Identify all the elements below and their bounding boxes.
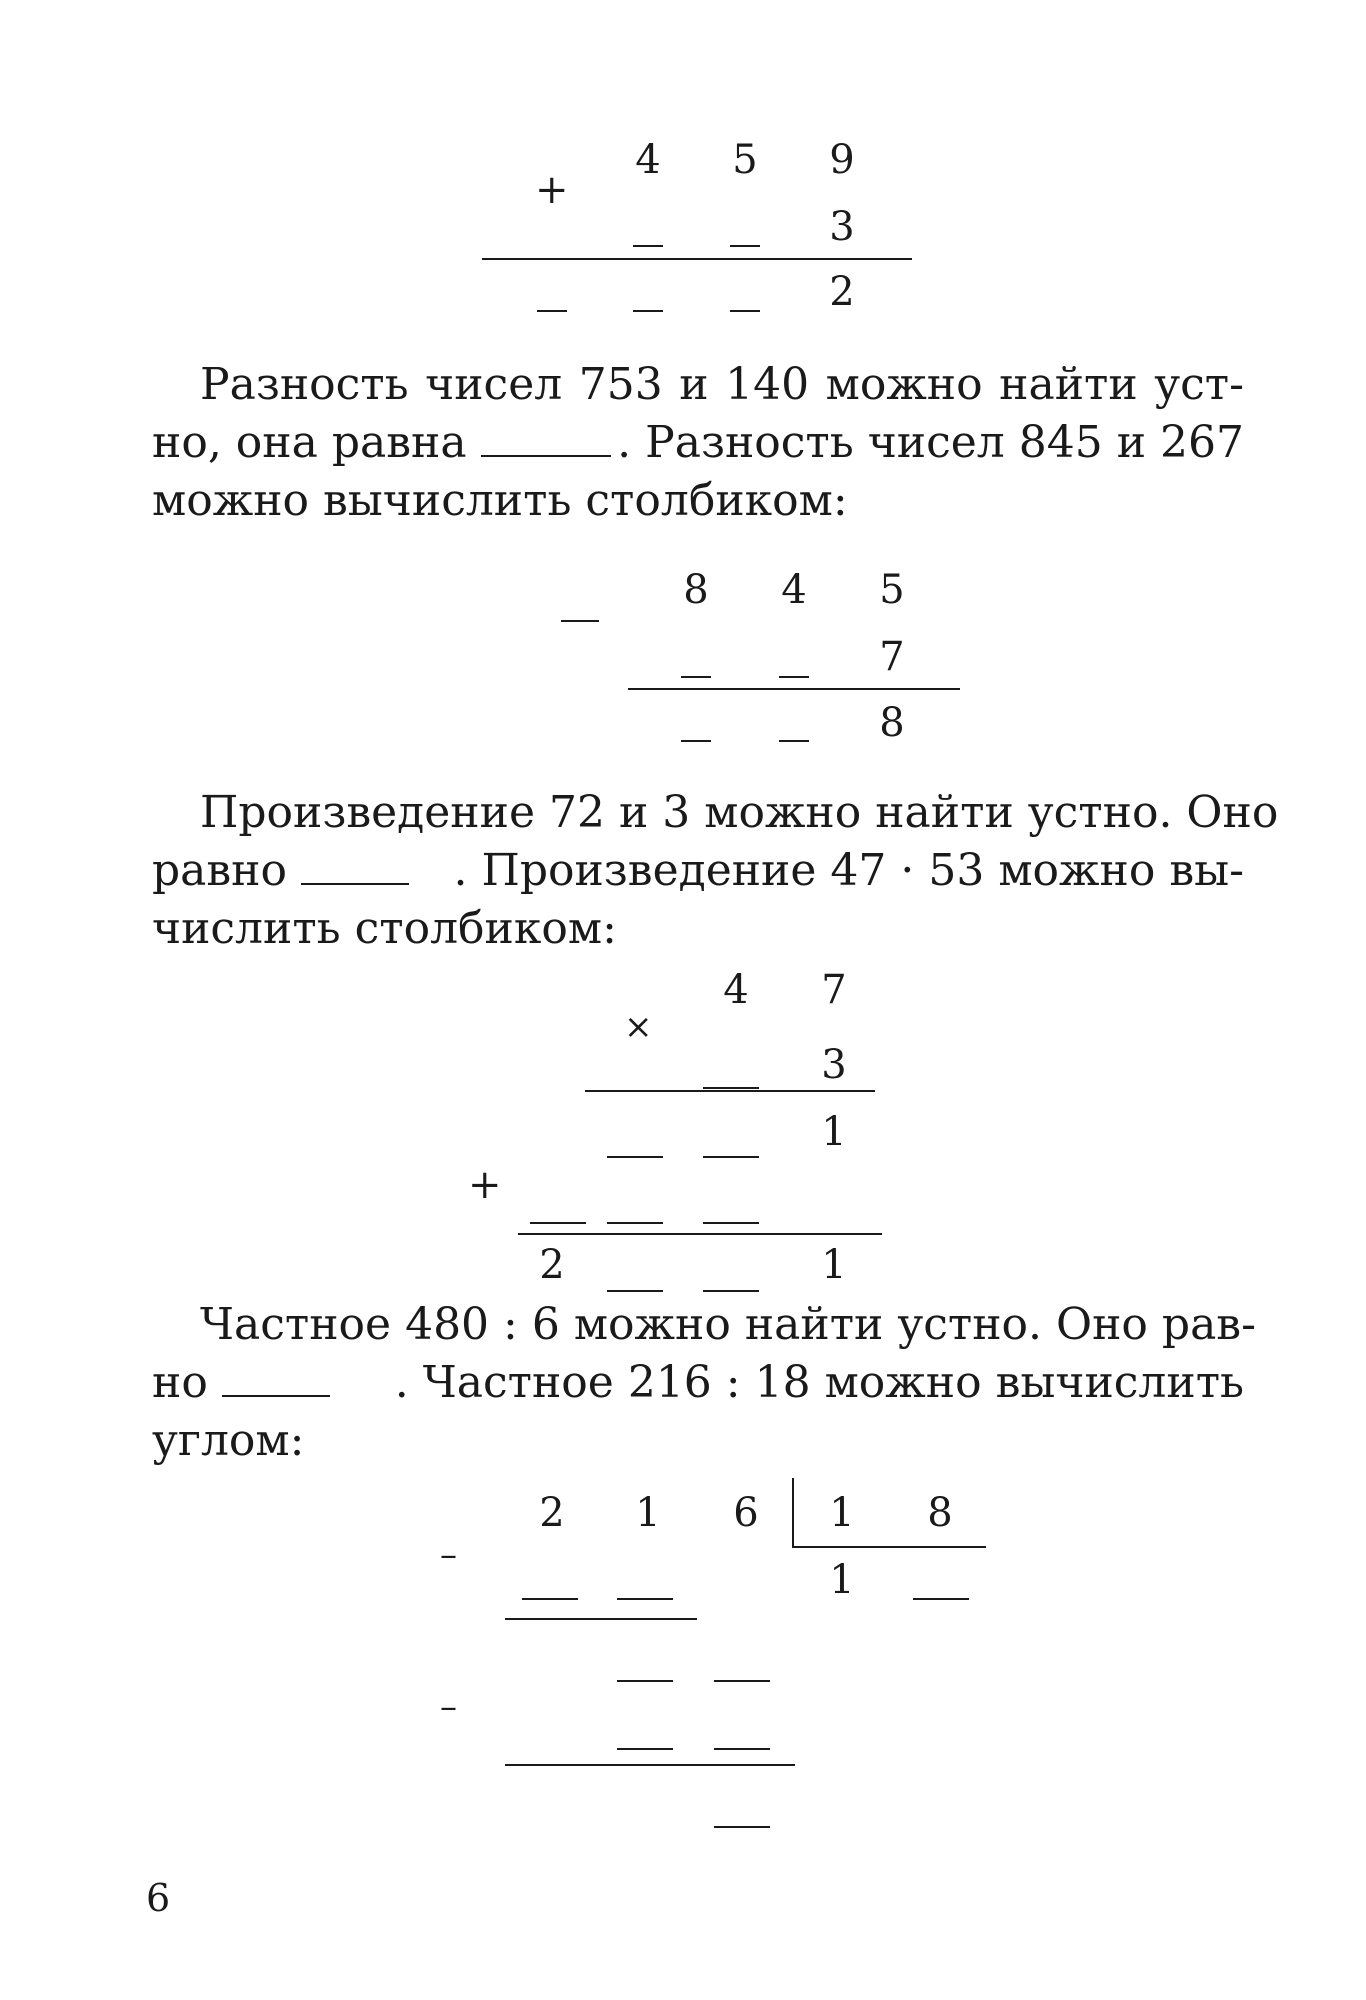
text-fragment: но (152, 1357, 208, 1408)
blank-digit (633, 310, 663, 312)
blank-digit (714, 1826, 770, 1828)
digit: 8 (879, 700, 905, 746)
text-fragment: . Частное 216 : 18 можно вычислить (394, 1357, 1244, 1408)
blank-digit (714, 1680, 770, 1682)
product-line (585, 1090, 875, 1092)
digit: 8 (927, 1490, 953, 1536)
blank-digit (633, 245, 663, 247)
blank-digit (703, 1156, 759, 1158)
text-fragment: . Разность чисел 845 и 267 (617, 417, 1244, 468)
sum-line (518, 1233, 882, 1235)
blank-digit (779, 676, 809, 678)
blank-digit (607, 1222, 663, 1224)
division-bar (792, 1478, 794, 1548)
digit: 1 (635, 1490, 661, 1536)
digit: 5 (879, 567, 905, 613)
digit: 4 (781, 567, 807, 613)
digit: 1 (821, 1242, 847, 1288)
blank-digit (607, 1290, 663, 1292)
blank-digit (703, 1087, 759, 1089)
paragraph-subtraction (152, 356, 1244, 530)
text-fragment: равно (152, 845, 287, 896)
blank-digit (537, 310, 567, 312)
text-line: Частное 480 : 6 можно найти устно. Оно рав- (200, 1299, 1256, 1350)
blank-digit (681, 740, 711, 742)
minus-sign: – (440, 1535, 457, 1575)
digit: 3 (829, 204, 855, 250)
text-fragment: но, она равна (152, 417, 467, 468)
digit: 7 (821, 967, 847, 1013)
text-line: углом: (152, 1415, 305, 1466)
times-sign: × (624, 1007, 653, 1047)
digit: 2 (829, 269, 855, 315)
difference-line (628, 688, 960, 690)
blank-digit (681, 676, 711, 678)
digit: 2 (539, 1242, 565, 1288)
answer-blank (222, 1389, 330, 1397)
paragraph-multiplication (152, 784, 1279, 958)
digit: 6 (733, 1490, 759, 1536)
text-line (152, 1354, 1244, 1412)
answer-blank (301, 877, 409, 885)
blank-digit (607, 1156, 663, 1158)
answer-blank (481, 449, 611, 457)
text-line (152, 842, 1244, 900)
text-line: числить столбиком: (152, 903, 617, 954)
digit: 1 (829, 1490, 855, 1536)
digit: 7 (879, 634, 905, 680)
digit: 4 (723, 967, 749, 1013)
sum-line (482, 258, 912, 260)
subtract-line (505, 1618, 697, 1620)
plus-sign: + (535, 167, 569, 213)
digit: 1 (829, 1557, 855, 1603)
paragraph-division (152, 1296, 1256, 1470)
blank-digit (913, 1598, 969, 1600)
digit: 5 (732, 137, 758, 183)
blank-digit (617, 1598, 673, 1600)
page-number: 6 (146, 1876, 171, 1920)
digit: 4 (635, 137, 661, 183)
digit: 2 (539, 1490, 565, 1536)
text-line (152, 414, 1244, 472)
blank-digit (617, 1748, 673, 1750)
blank-digit (522, 1598, 578, 1600)
text-fragment: . Произведение 47 · 53 можно вы- (453, 845, 1244, 896)
text-line: можно вычислить столбиком: (152, 475, 848, 526)
blank-digit (703, 1222, 759, 1224)
blank-digit (730, 310, 760, 312)
blank-digit (617, 1680, 673, 1682)
blank-digit (730, 245, 760, 247)
minus-sign: – (440, 1687, 457, 1727)
digit: 1 (821, 1109, 847, 1155)
blank-digit (779, 740, 809, 742)
divisor-line (792, 1546, 986, 1548)
blank-digit (703, 1290, 759, 1292)
blank-digit (530, 1222, 586, 1224)
text-line: Разность чисел 753 и 140 можно найти уст- (200, 359, 1244, 410)
digit: 3 (821, 1042, 847, 1088)
subtract-line (505, 1764, 795, 1766)
plus-sign: + (468, 1162, 502, 1208)
digit: 8 (683, 567, 709, 613)
blank-digit (714, 1748, 770, 1750)
minus-sign (561, 620, 599, 622)
digit: 9 (829, 137, 855, 183)
text-line: Произведение 72 и 3 можно найти устно. Оно (200, 787, 1279, 838)
